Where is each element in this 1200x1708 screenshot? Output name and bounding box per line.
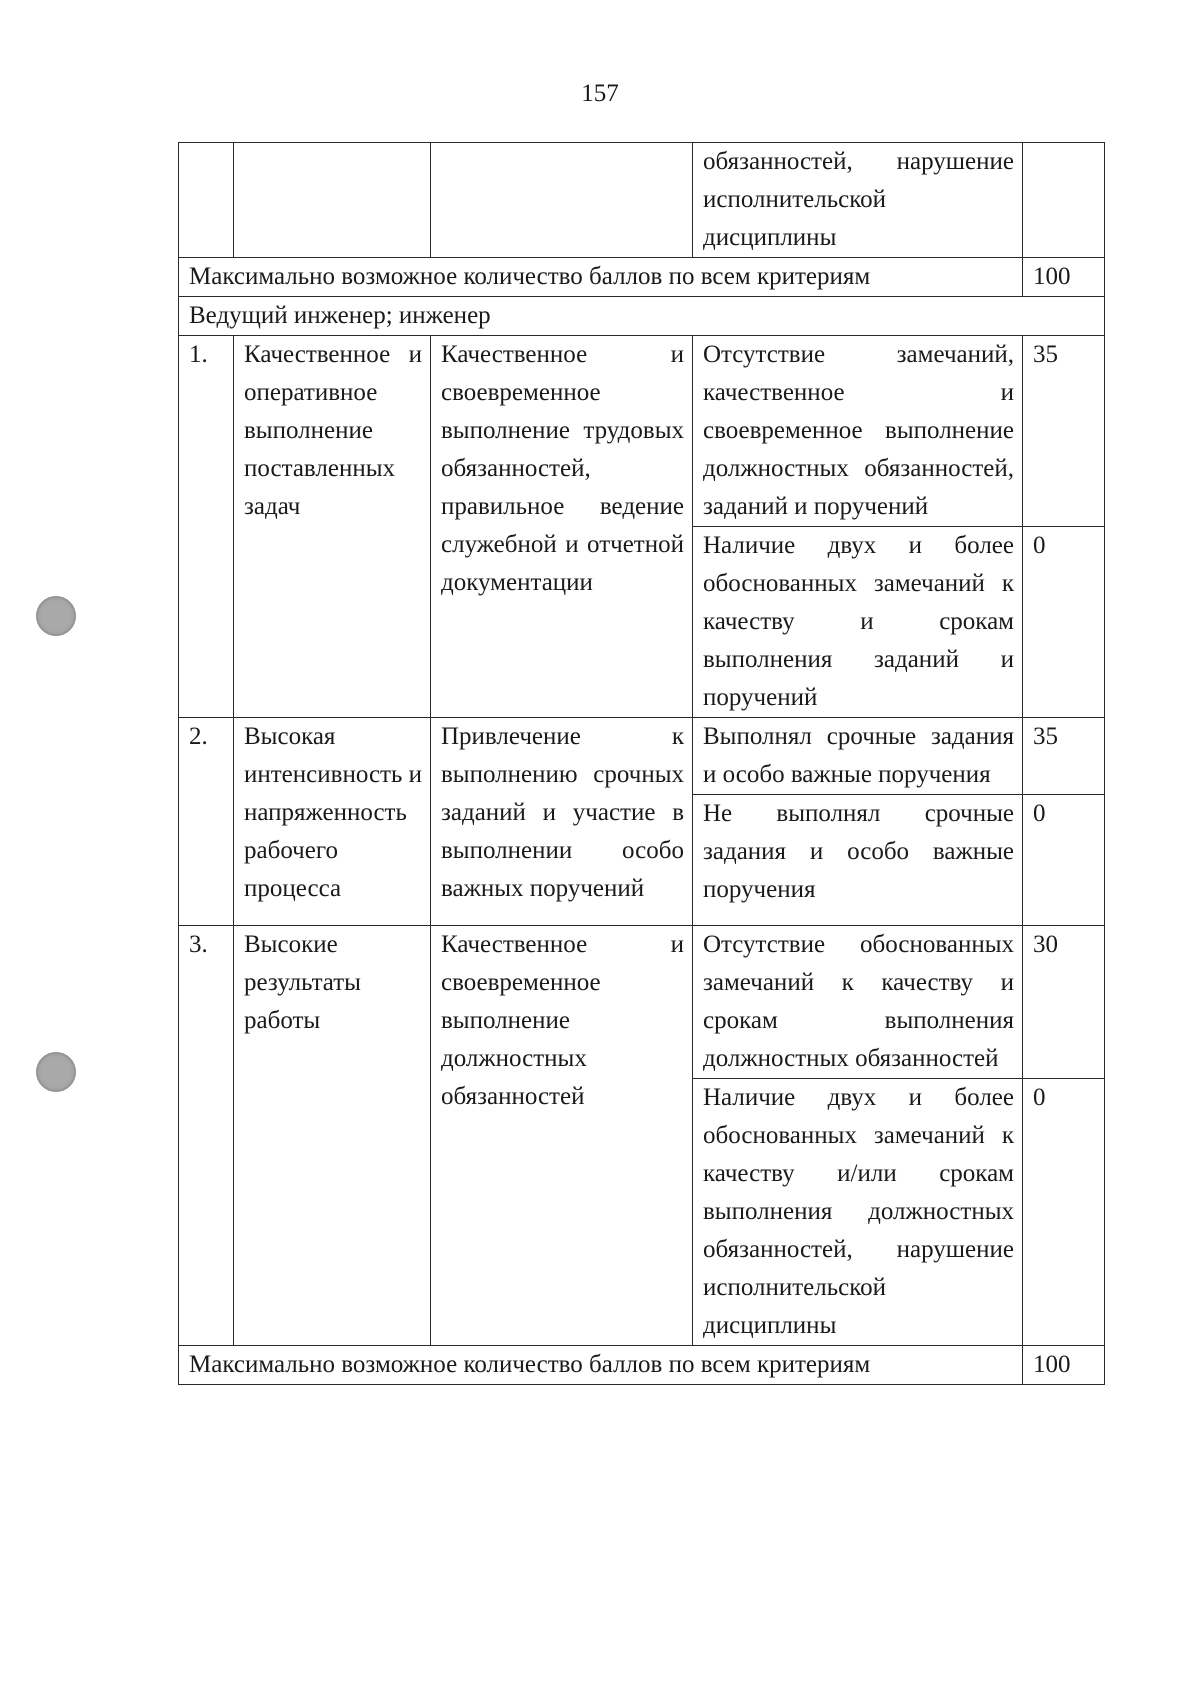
final-total-value: 100 — [1023, 1346, 1105, 1385]
punch-hole-icon — [36, 1052, 76, 1092]
section-title-row — [179, 297, 1105, 336]
indicator-text: обязанностей, нарушение исполнительской дисциплины — [693, 143, 1023, 258]
max-total-value: 100 — [1023, 258, 1105, 297]
continuation-row — [179, 143, 1105, 258]
criterion-condition: Качественное и своевременное выполнение должностных обязанностей — [431, 926, 693, 1346]
punch-hole-icon — [36, 596, 76, 636]
final-total-row — [179, 1346, 1105, 1385]
cell-empty — [431, 143, 693, 258]
criterion-condition: Привлечение к выполнению срочных заданий и участие в выполнении особо важных поручений — [431, 718, 693, 926]
max-total-label: Максимально возможное количество баллов по всем критериям — [179, 258, 1023, 297]
criterion-number: 3. — [179, 926, 234, 1346]
cell-empty — [234, 143, 431, 258]
indicator-score: 35 — [1023, 336, 1105, 527]
indicator-text: Выполнял срочные задания и особо важные поручения — [693, 718, 1023, 795]
page-number: 157 — [581, 80, 619, 107]
indicator-score: 0 — [1023, 795, 1105, 926]
criterion-number: 2. — [179, 718, 234, 926]
criterion-name: Качественное и оперативное выполнение поставленных задач — [234, 336, 431, 718]
criterion-row — [179, 336, 1105, 527]
indicator-score: 0 — [1023, 1079, 1105, 1346]
criterion-row — [179, 718, 1105, 795]
cell-empty — [1023, 143, 1105, 258]
indicator-score: 30 — [1023, 926, 1105, 1079]
max-total-row — [179, 258, 1105, 297]
criterion-name: Высокие результаты работы — [234, 926, 431, 1346]
criterion-name: Высокая интенсивность и напряженность рабочего процесса — [234, 718, 431, 926]
cell-empty — [179, 143, 234, 258]
indicator-text: Наличие двух и более обоснованных замечаний к качеству и срокам выполнения заданий и поручений — [693, 527, 1023, 718]
indicator-score: 0 — [1023, 527, 1105, 718]
final-total-label: Максимально возможное количество баллов по всем критериям — [179, 1346, 1023, 1385]
criterion-row — [179, 926, 1105, 1079]
indicator-text: Наличие двух и более обоснованных замечаний к качеству и/или срокам выполнения должностных обязанностей, нарушение исполнительской дисциплины — [693, 1079, 1023, 1346]
indicator-text: Отсутствие замечаний, качественное и своевременное выполнение должностных обязанностей, заданий и поручений — [693, 336, 1023, 527]
indicator-text: Не выполнял срочные задания и особо важные поручения — [693, 795, 1023, 926]
indicator-text: Отсутствие обоснованных замечаний к качеству и срокам выполнения должностных обязанностей — [693, 926, 1023, 1079]
section-title: Ведущий инженер; инженер — [179, 297, 1105, 336]
indicator-score: 35 — [1023, 718, 1105, 795]
criteria-table — [178, 142, 1105, 1385]
criterion-number: 1. — [179, 336, 234, 718]
criterion-condition: Качественное и своевременное выполнение трудовых обязанностей, правильное ведение служебной и отчетной документации — [431, 336, 693, 718]
